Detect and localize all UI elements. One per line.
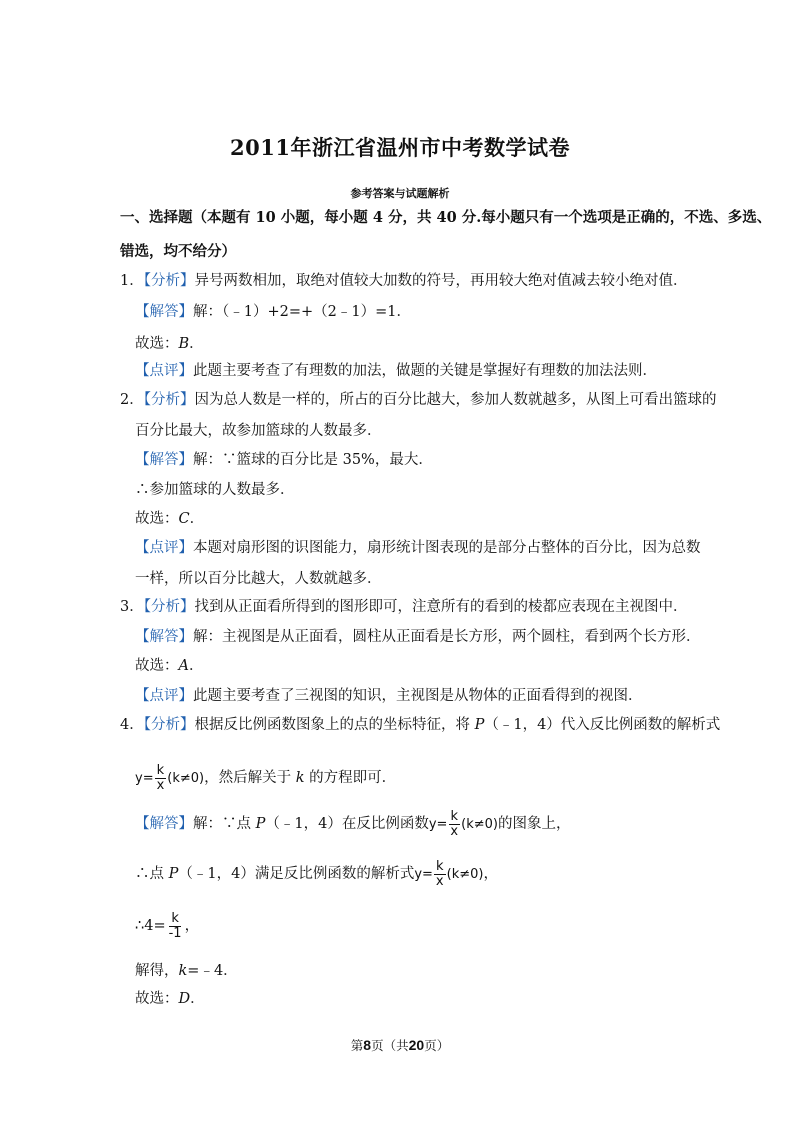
q3-answer [135,627,701,647]
q1-choice [135,334,204,354]
q4-answer-text-pre: 解：∵点 [193,816,256,832]
fraction-k-over-x [434,860,446,889]
q4-number: 4． [120,717,144,733]
answer-tag: 【解答】 [135,452,193,468]
q1-analysis [120,271,687,291]
fraction-denominator: x [450,823,459,839]
analysis-tag: 【分析】 [143,273,195,289]
q3-choice [135,656,203,676]
review-tag: 【点评】 [135,688,193,704]
formula-condition: (k≠0) [461,817,498,832]
q2-analysis-line1 [120,390,716,410]
q4-solve [135,961,238,981]
answer-tag: 【解答】 [135,816,193,832]
period: ． [188,658,204,674]
point-p: P [168,866,179,882]
section-heading-line1: 一、选择题（本题有 10 小题，每小题 4 分，共 40 分.每小题只有一个选项是正确的，不选、多选、 [120,209,772,226]
review-tag: 【点评】 [135,363,193,379]
document-subtitle: 参考答案与试题解析 [350,187,450,200]
q1-choice-letter: B [178,336,190,352]
q1-review [135,361,657,381]
fraction-denominator: x [156,777,165,793]
q3-analysis [120,597,687,617]
total-page-number: 20 [408,1037,425,1053]
q1-analysis-text: 异号两数相加，取绝对值较大加数的符号，再用较大绝对值减去较小绝对值． [194,273,688,289]
q4-answer [135,808,570,841]
q3-choice-letter: A [178,658,189,674]
q2-review-line2: 一样，所以百分比越大，人数就越多． [135,571,382,587]
q3-review-text: 此题主要考查了三视图的知识，主视图是从物体的正面看得到的视图． [193,688,643,704]
variable-k: k [178,963,188,979]
fraction-k-over-minus-1 [167,912,184,941]
q4-therefore-mid: （﹣1，4）满足反比例函数的解析式 [178,866,415,882]
solve-prefix: 解得， [135,963,179,979]
q4-answer-text-post: 的图象上， [497,816,571,832]
q2-choice [135,509,204,529]
equation-lhs: ∴4= [135,918,166,934]
section-heading-line2: 错选，均不给分） [120,243,236,260]
choice-prefix: 故选： [135,991,179,1007]
fraction-numerator: k [171,910,179,926]
formula-y-equals: y= [135,771,154,786]
q4-therefore-post: ， [483,866,498,882]
choice-prefix: 故选： [135,658,179,674]
footer-suffix: 页） [424,1038,450,1053]
q3-review [135,686,643,706]
solve-result: =﹣4． [187,963,238,979]
analysis-tag: 【分析】 [143,717,195,733]
fraction-numerator: k [450,808,459,824]
q2-review-text1: 本题对扇形图的识图能力，扇形统计图表现的是部分占整体的百分比，因为总数 [193,540,701,556]
document-title: 2011年浙江省温州市中考数学试卷 [230,135,570,160]
q4-analysis-text-post: （﹣1，4）代入反比例函数的解析式 [484,717,721,733]
q1-answer-text: 解：（﹣1）+2=+（2﹣1）=1． [193,304,411,320]
analysis-tag: 【分析】 [143,599,195,615]
footer-prefix: 第 [350,1038,364,1053]
page-footer [0,1036,800,1054]
q2-answer [135,450,433,470]
q1-review-text: 此题主要考查了有理数的加法，做题的关键是掌握好有理数的加法法则． [193,363,657,379]
formula-condition: (k≠0) [446,867,484,882]
variable-k: k [295,770,305,786]
q4-analysis-text2: ，然后解关于 [204,770,296,786]
q4-answer-text-mid: （﹣1，4）在反比例函数 [265,816,429,832]
q2-review-line1 [135,538,701,558]
analysis-tag: 【分析】 [143,392,195,408]
q4-analysis-line2 [135,762,396,795]
q2-answer-text: 解：∵篮球的百分比是 35%，最大． [193,452,433,468]
choice-prefix: 故选： [135,511,179,527]
q2-number: 2． [120,392,144,408]
equation-comma: ， [184,918,200,934]
q3-number: 3． [120,599,144,615]
q4-analysis-text-pre: 根据反比例函数图象上的点的坐标特征，将 [194,717,475,733]
footer-middle: 页（共 [371,1038,409,1053]
q2-therefore: ∴参加篮球的人数最多． [135,482,295,498]
point-p: P [255,816,266,832]
q4-therefore [135,858,498,891]
q4-analysis-line1 [120,715,720,735]
fraction-k-over-x [155,764,167,793]
fraction-denominator: x [435,873,444,889]
current-page-number: 8 [363,1037,372,1053]
q1-number: 1． [120,273,144,289]
review-tag: 【点评】 [135,540,193,556]
q2-analysis-text1: 因为总人数是一样的，所占的百分比越大，参加人数就越多，从图上可看出篮球的 [194,392,717,408]
q3-analysis-text: 找到从正面看所得到的图形即可，注意所有的看到的棱都应表现在主视图中． [194,599,688,615]
answer-tag: 【解答】 [135,629,193,645]
choice-prefix: 故选： [135,336,179,352]
point-p: P [474,717,485,733]
q4-choice [135,989,205,1009]
period: ． [189,511,205,527]
period: ． [190,991,205,1007]
q4-choice-letter: D [178,991,191,1007]
q2-analysis-line2: 百分比最大，故参加篮球的人数最多． [135,423,382,439]
fraction-k-over-x [448,810,460,839]
formula-condition: (k≠0) [167,771,205,786]
answer-tag: 【解答】 [135,304,193,320]
formula-y-equals: y= [414,867,433,882]
formula-y-equals: y= [428,817,448,832]
q1-answer [135,302,411,322]
fraction-numerator: k [436,858,444,874]
q2-choice-letter: C [178,511,190,527]
q4-equation [135,910,199,942]
fraction-numerator: k [156,762,165,778]
q3-answer-text: 解：主视图是从正面看，圆柱从正面看是长方形，两个圆柱，看到两个长方形． [193,629,701,645]
fraction-denominator: -1 [168,925,182,941]
period: ． [189,336,204,352]
q4-therefore-pre: ∴点 [135,866,169,882]
q4-analysis-text2-end: 的方程即可． [304,770,397,786]
